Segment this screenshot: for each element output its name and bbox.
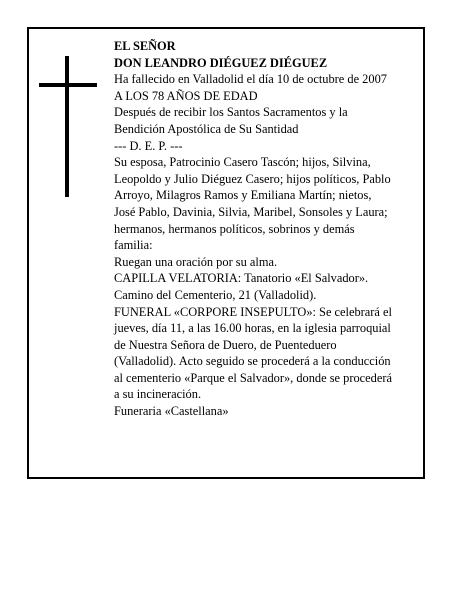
funeral-home: Funeraria «Castellana» [114,404,229,419]
chapel-address: Camino del Cementerio, 21 (Valladolid). [114,287,317,302]
family-line: hermanos, hermanos políticos, sobrinos y demás [114,221,355,236]
funeral-line: de Nuestra Señora de Duero, de Puenteduero [114,337,337,352]
family-line: Leopoldo y Julio Diéguez Casero; hijos políticos, Pablo [114,171,391,186]
prayer-request: Ruegan una oración por su alma. [114,254,278,269]
funeral-line: (Valladolid). Acto seguido se procederá a la conducción [114,354,391,369]
obituary-text [114,38,424,420]
funeral-line: a su incineración. [114,387,202,402]
funeral-line: al cementerio «Parque el Salvador», donde se procederá [114,370,392,385]
cross-icon [65,56,69,197]
death-statement: Ha fallecido en Valladolid el día 10 de octubre de 2007 [114,72,387,87]
age: A LOS 78 AÑOS DE EDAD [114,88,258,103]
family-line: Su esposa, Patrocinio Casero Tascón; hijos, Silvina, [114,155,371,170]
family-line: familia: [114,238,153,253]
cross-icon-bar [39,83,97,87]
chapel-line: CAPILLA VELATORIA: Tanatorio «El Salvador». [114,271,369,286]
sacraments-line-2: Bendición Apostólica de Su Santidad [114,121,299,136]
family-line: Arroyo, Milagros Ramos y Emiliana Martín; nietos, [114,188,372,203]
sacraments-line-1: Después de recibir los Santos Sacramentos y la [114,105,348,120]
funeral-line: jueves, día 11, a las 16.00 horas, en la iglesia parroquial [114,321,391,336]
rip: --- D. E. P. --- [114,138,183,153]
deceased-name: DON LEANDRO DIÉGUEZ DIÉGUEZ [114,55,328,70]
title: EL SEÑOR [114,39,176,53]
funeral-line: FUNERAL «CORPORE INSEPULTO»: Se celebrará el [114,304,392,319]
family-line: José Pablo, Davinia, Silvia, Maribel, Sonsoles y Laura; [114,204,388,219]
